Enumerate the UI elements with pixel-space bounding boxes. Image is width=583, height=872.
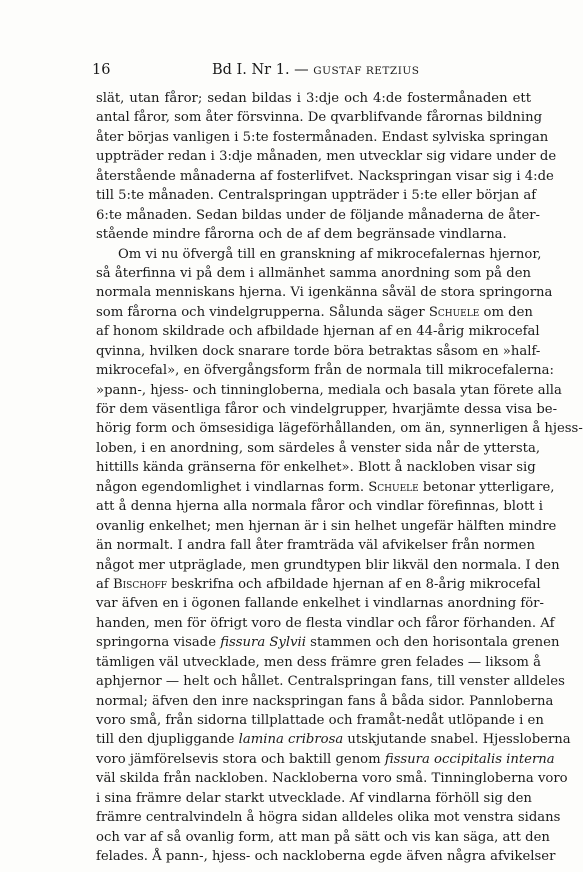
text-line: voro jämförelsevis stora och baktill genom fissura occipitalis interna xyxy=(96,751,555,767)
text-line: loben, i en anordning, som särdeles å venster sida når de yttersta, xyxy=(96,440,541,456)
text-line: tämligen väl utvecklade, men dess främre gren felades — liksom å xyxy=(96,654,541,670)
text-line: qvinna, hvilken dock snarare torde böra betraktas såsom en »half- xyxy=(96,343,541,359)
text-line: återstående månaderna af fosterlifvet. Nackspringan visar sig i 4:de xyxy=(96,168,554,184)
text-line: voro små, från sidorna tillplattade och framåt-nedåt utlöpande i en xyxy=(96,713,544,728)
text-line: för dem väsentliga fåror och vindelgrupper, hvarjämte dessa visa be- xyxy=(96,402,558,417)
text-line: stående mindre fårorna och de af dem begränsade vindlarna. xyxy=(96,227,507,243)
text-line: i sina främre delar starkt utvecklade. Af vindlarna förhöll sig den xyxy=(96,790,532,806)
text-line: normala menniskans hjerna. Vi igenkänna såväl de stora springorna xyxy=(96,285,553,301)
text-line: uppträder redan i 3:dje månaden, men utvecklar sig vidare under de xyxy=(96,149,557,165)
text-line: så återfinna vi på dem i allmänhet samma anordning som på den xyxy=(96,265,531,281)
text-line: hittills kända gränserna för enkelhet». Blott å nackloben visar sig xyxy=(96,460,536,476)
text-line: handen, men för öfrigt voro de flesta vindlar och fåror förhanden. Af xyxy=(96,615,555,631)
running-head-volume: Bd I. Nr 1. — xyxy=(212,62,314,78)
text-line: åter börjas vanligen i 5:te fostermånaden. Endast sylviska springan xyxy=(96,129,549,145)
text-line: till 5:te månaden. Centralspringan uppträder i 5:te eller början af xyxy=(96,188,537,204)
text-line: af honom skildrade och afbildade hjernan af en 44-årig mikrocefal xyxy=(96,324,540,340)
text-line: och var af så ovanlig form, att man på sätt och vis kan säga, att den xyxy=(96,829,550,845)
text-line: att å denna hjerna alla normala fåror och vindlar förefinnas, blott i xyxy=(96,499,543,515)
text-line: än normalt. I andra fall åter framträda väl afvikelser från normen xyxy=(96,538,535,554)
text-line: 6:te månaden. Sedan bildas under de följande månaderna de åter- xyxy=(96,207,541,223)
body-text xyxy=(96,89,583,867)
text-line: var äfven en i ögonen fallande enkelhet i vindlarnas anordning för- xyxy=(96,596,544,612)
text-line: som fårorna och vindelgrupperna. Sålunda säger Schuele om den xyxy=(96,304,533,320)
text-line: något mer utpräglade, men grundtypen blir likväl den normala. I den xyxy=(96,557,560,573)
text-line: af Bischoff beskrifna och afbildade hjernan af en 8-årig mikrocefal xyxy=(96,576,541,592)
text-line: väl skilda från nackloben. Nackloberna voro små. Tinningloberna voro xyxy=(96,771,568,787)
text-line: normal; äfven den inre nackspringan fans å båda sidor. Pannloberna xyxy=(96,693,554,709)
page-header xyxy=(92,62,531,82)
text-line: någon egendomlighet i vindlarnas form. Schuele betonar ytterligare, xyxy=(96,479,555,495)
text-line: antal fåror, som åter försvinna. De qvarblifvande fårornas bildning xyxy=(96,110,543,126)
text-line: till den djupliggande lamina cribrosa utskjutande snabel. Hjessloberna xyxy=(96,732,571,748)
text-line: mikrocefal», en öfvergångsform från de normala till mikrocefalerna: xyxy=(96,363,554,379)
text-line: främre centralvindeln å högra sidan alldeles olika mot venstra sidans xyxy=(96,810,561,826)
running-head-author: GUSTAF RETZIUS xyxy=(313,65,420,77)
text-line: felades. Å pann-, hjess- och nackloberna egde äfven några afvikelser xyxy=(96,849,556,865)
text-line: springorna visade fissura Sylvii stammen och den horisontala grenen xyxy=(96,635,560,651)
text-line: hörig form och ömsesidiga lägeförhållanden, om än, synnerligen å hjess- xyxy=(96,421,583,437)
text-line: aphjernor — helt och hållet. Centralspringan fans, till venster alldeles xyxy=(96,674,565,690)
running-head xyxy=(212,62,419,78)
text-line: »pann-, hjess- och tinningloberna, mediala och basala ytan förete alla xyxy=(96,382,562,398)
page-number: 16 xyxy=(92,62,111,78)
text-line: Om vi nu öfvergå till en granskning af mikrocefalernas hjernor, xyxy=(118,246,542,262)
text-line: slät, utan fåror; sedan bildas i 3:dje och 4:de fostermånaden ett xyxy=(96,91,531,106)
text-line: ovanlig enkelhet; men hjernan är i sin helhet ungefär hälften mindre xyxy=(96,518,557,534)
